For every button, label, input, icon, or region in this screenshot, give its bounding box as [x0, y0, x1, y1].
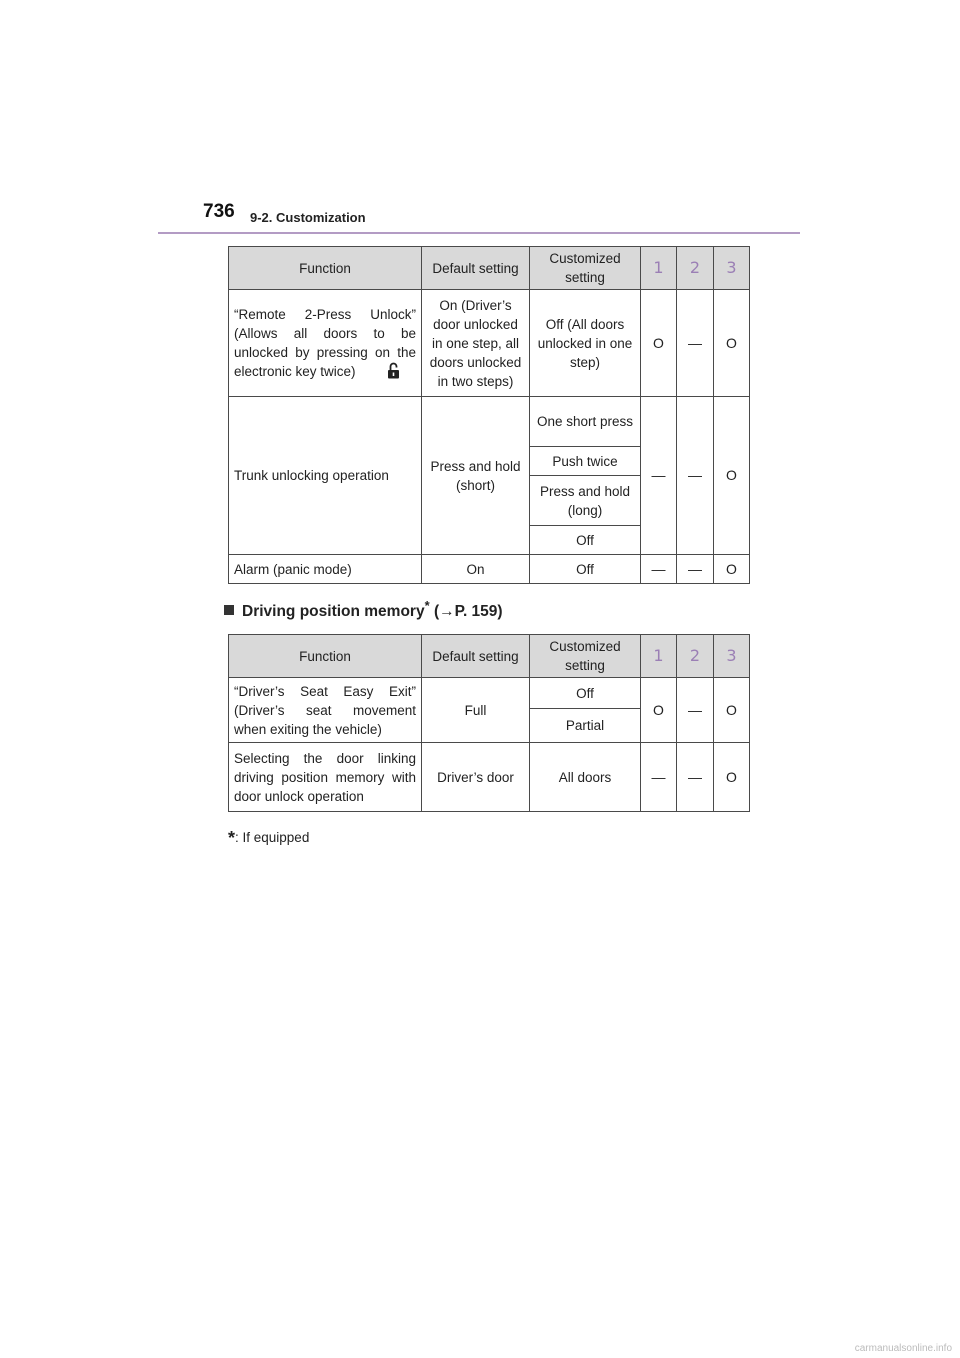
table-row: [229, 743, 750, 812]
method-2-mark: —: [677, 397, 714, 555]
method-1-mark: —: [641, 397, 677, 555]
table-header-row: [229, 635, 750, 678]
method-3-mark: O: [714, 555, 750, 584]
customized-cell: Push twice: [530, 447, 641, 476]
customized-cell: Off: [530, 526, 641, 555]
function-cell: Trunk unlocking operation: [229, 397, 422, 555]
table-row: [229, 555, 750, 584]
subsection-heading: [224, 598, 503, 621]
footnote-text: : If equipped: [235, 830, 310, 845]
section-title: 9-2. Customization: [250, 210, 366, 225]
customization-table-2: [228, 634, 750, 812]
subsection-title: Driving position memory: [242, 603, 425, 621]
footnote-star: *: [228, 828, 236, 848]
customization-table-1: [228, 246, 750, 584]
col-function: Function: [229, 247, 422, 290]
circled-2-icon: 2: [689, 646, 701, 665]
customized-cell: Off: [530, 678, 641, 709]
square-bullet-icon: [224, 605, 234, 615]
page-number: 736: [203, 201, 235, 222]
circled-1-icon: 1: [653, 258, 664, 277]
col-method-1: [641, 635, 677, 678]
method-3-mark: O: [714, 290, 750, 397]
function-cell: [229, 290, 422, 397]
col-method-2: [677, 635, 714, 678]
method-3-mark: O: [714, 743, 750, 812]
footnote: [228, 828, 309, 849]
method-2-mark: —: [677, 678, 714, 743]
default-cell: On: [422, 555, 530, 584]
header-divider: [158, 232, 800, 234]
customized-cell: Off: [530, 555, 641, 584]
method-2-mark: —: [677, 290, 714, 397]
method-1-mark: —: [641, 743, 677, 812]
table-row: [229, 290, 750, 397]
method-1-mark: O: [641, 290, 677, 397]
method-1-mark: —: [641, 555, 677, 584]
col-method-3: [714, 635, 750, 678]
table-row: [229, 678, 750, 709]
page-reference: (→P. 159): [433, 603, 503, 621]
unlock-icon: [387, 362, 400, 379]
col-default-setting: Default setting: [422, 635, 530, 678]
function-cell: Alarm (panic mode): [229, 555, 422, 584]
method-3-mark: O: [714, 397, 750, 555]
function-cell: Selecting the door linking driving position memory with door unlock operation: [229, 743, 422, 812]
col-method-2: [677, 247, 714, 290]
method-2-mark: —: [677, 743, 714, 812]
circled-2-icon: 2: [689, 258, 701, 277]
col-method-1: [641, 247, 677, 290]
col-customized-setting: Customized setting: [530, 247, 641, 290]
customized-cell: Partial: [530, 709, 641, 743]
page-header: [0, 0, 960, 240]
method-1-mark: O: [641, 678, 677, 743]
watermark: carmanualsonline.info: [854, 1343, 952, 1354]
table-header-row: [229, 247, 750, 290]
customized-cell: Press and hold (long): [530, 476, 641, 526]
col-customized-setting: Customized setting: [530, 635, 641, 678]
customized-cell: All doors: [530, 743, 641, 812]
method-3-mark: O: [714, 678, 750, 743]
col-default-setting: Default setting: [422, 247, 530, 290]
footnote-star: *: [424, 598, 430, 613]
table-row: [229, 397, 750, 447]
default-cell: Press and hold (short): [422, 397, 530, 555]
col-function: Function: [229, 635, 422, 678]
customized-cell: Off (All doors unlocked in one step): [530, 290, 641, 397]
circled-3-icon: 3: [726, 258, 737, 277]
default-cell: On (Driver’s door unlocked in one step, all doors unlocked in two steps): [422, 290, 530, 397]
circled-1-icon: 1: [653, 646, 664, 665]
default-cell: Driver’s door: [422, 743, 530, 812]
function-text: “Remote 2-Press Unlock” (Allows all doors to be unlocked by pressing on the electronic key twice): [234, 307, 416, 379]
default-cell: Full: [422, 678, 530, 743]
col-method-3: [714, 247, 750, 290]
customized-cell: One short press: [530, 397, 641, 447]
function-cell: “Driver’s Seat Easy Exit” (Driver’s seat movement when exiting the vehicle): [229, 678, 422, 743]
circled-3-icon: 3: [726, 646, 737, 665]
method-2-mark: —: [677, 555, 714, 584]
